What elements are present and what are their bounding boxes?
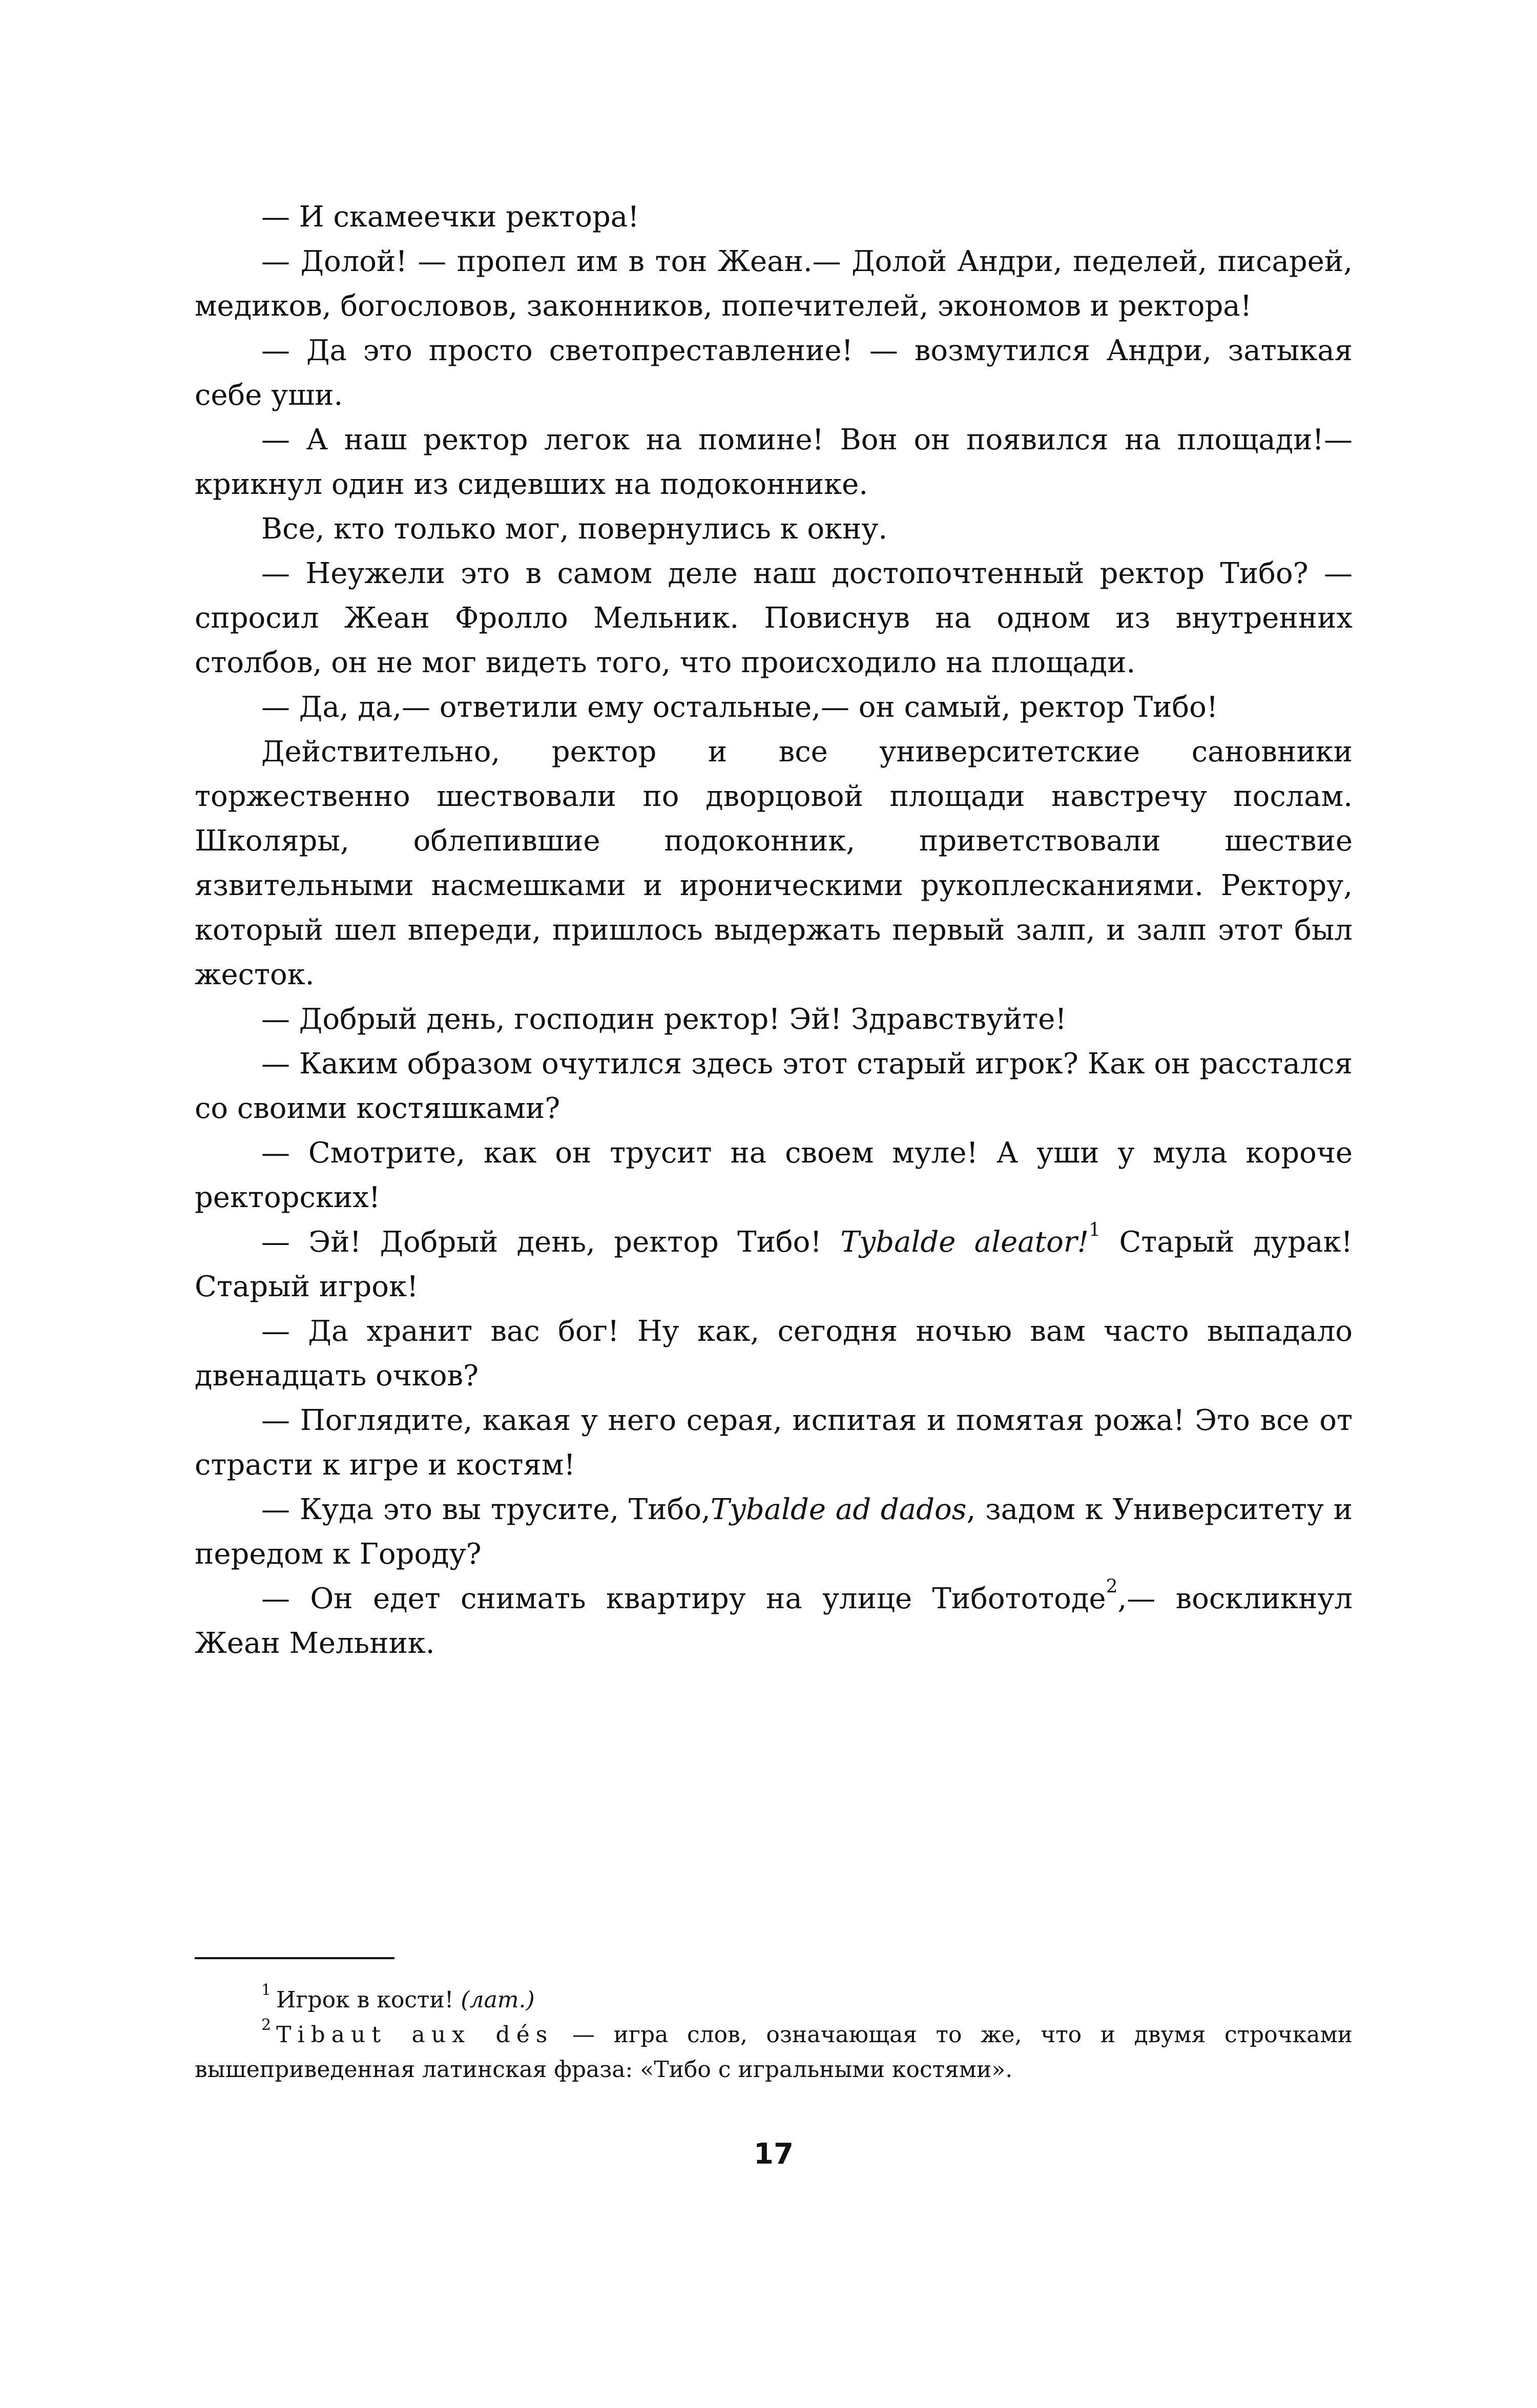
- paragraph: [195, 507, 1353, 551]
- page-number: 17: [754, 2137, 794, 2171]
- paragraph-text: — Каким образом очутился здесь этот старый игрок? Как он расстался со своими костяшками?: [195, 1047, 1353, 1125]
- paragraph: [195, 1398, 1353, 1487]
- paragraph-text: — А наш ректор легок на помине! Вон он появился на площади!— крикнул один из сидевших на подоконнике.: [195, 423, 1353, 501]
- footnote: [195, 2018, 1353, 2087]
- footnote-french-phrase: Tibaut aux dés: [276, 2022, 554, 2048]
- paragraph-text: — Добрый день, господин ректор! Эй! Здравствуйте!: [261, 1003, 1067, 1036]
- paragraph: [195, 239, 1353, 328]
- footnote-reference[interactable]: 1: [1089, 1219, 1101, 1241]
- paragraph: [195, 1220, 1353, 1309]
- paragraph-text: — Да, да,— ответили ему остальные,— он самый, ректор Тибо!: [261, 691, 1218, 724]
- paragraph-text: — Он едет снимать квартиру на улице Тибототоде: [261, 1582, 1106, 1615]
- paragraph: [195, 328, 1353, 418]
- paragraph: [195, 1576, 1353, 1666]
- paragraph-text-continued: Старый дурак! Старый игрок!: [195, 1226, 1353, 1303]
- footnote-mark: 2: [261, 2016, 272, 2034]
- paragraph-text-continued: ,— воскликнул Жеан Мельник.: [195, 1582, 1353, 1660]
- paragraph: [195, 1042, 1353, 1131]
- paragraph-text: — Поглядите, какая у него серая, испитая и помятая рожа! Это все от страсти к игре и костям!: [195, 1404, 1353, 1482]
- footnote-mark: 1: [261, 1981, 272, 1999]
- paragraph-text: — Неужели это в самом деле наш достопочтенный ректор Тибо? — спросил Жеан Фролло Мельник. Повиснув на одном из внутренних столбов, он не мог видеть того, что происходило на площади.: [195, 557, 1353, 679]
- paragraph-text: — И скамеечки ректора!: [261, 200, 639, 234]
- paragraph: [195, 997, 1353, 1042]
- latin-phrase: Tybalde aleator!: [840, 1226, 1089, 1259]
- paragraph: [195, 1487, 1353, 1576]
- paragraph-text-continued: , задом к Университету и передом к Городу?: [195, 1493, 1353, 1571]
- footnotes: [195, 1983, 1353, 2087]
- footnote-text: Игрок в кости!: [276, 1987, 461, 2013]
- paragraph: [195, 195, 1353, 239]
- paragraph: [195, 730, 1353, 997]
- book-page: [195, 195, 1353, 2321]
- paragraph: [195, 1309, 1353, 1398]
- footnote: [195, 1983, 1353, 2018]
- paragraph-text: Действительно, ректор и все университетские сановники торжественно шествовали по дворцовой площади навстречу послам. Школяры, облепившие подоконник, приветствовали шествие язвительными насмешками и ироническими рукоплесканиями. Ректору, который шел впереди, пришлось выдержать первый залп, и залп этот был жесток.: [195, 735, 1353, 991]
- paragraph: [195, 1131, 1353, 1220]
- latin-phrase: Tybalde ad dados: [710, 1493, 967, 1526]
- footnote-language-note: (лат.): [461, 1987, 535, 2013]
- footnote-text: — игра слов, означающая то же, что и двумя строчками вышеприведенная латинская фраза: «Тибо с игральными костями».: [195, 2022, 1353, 2083]
- paragraph-text: — Да это просто светопреставление! — возмутился Андри, затыкая себе уши.: [195, 334, 1353, 412]
- paragraph-text: — Смотрите, как он трусит на своем муле! А уши у мула короче ректорских!: [195, 1136, 1353, 1214]
- paragraph-text: — Куда это вы трусите, Тибо,: [261, 1493, 711, 1526]
- paragraph-text: — Да хранит вас бог! Ну как, сегодня ночью вам часто выпадало двенадцать очков?: [195, 1315, 1353, 1393]
- main-text: [195, 195, 1353, 1666]
- paragraph-text: Все, кто только мог, повернулись к окну.: [261, 512, 888, 546]
- paragraph-text: — Долой! — пропел им в тон Жеан.— Долой Андри, педелей, писарей, медиков, богословов, законников, попечителей, экономов и ректора!: [195, 245, 1353, 323]
- footnote-reference[interactable]: 2: [1106, 1576, 1118, 1597]
- paragraph: [195, 418, 1353, 507]
- paragraph: [195, 551, 1353, 685]
- paragraph: [195, 685, 1353, 730]
- paragraph-text: — Эй! Добрый день, ректор Тибо!: [261, 1226, 841, 1259]
- footnote-divider: [195, 1957, 394, 1959]
